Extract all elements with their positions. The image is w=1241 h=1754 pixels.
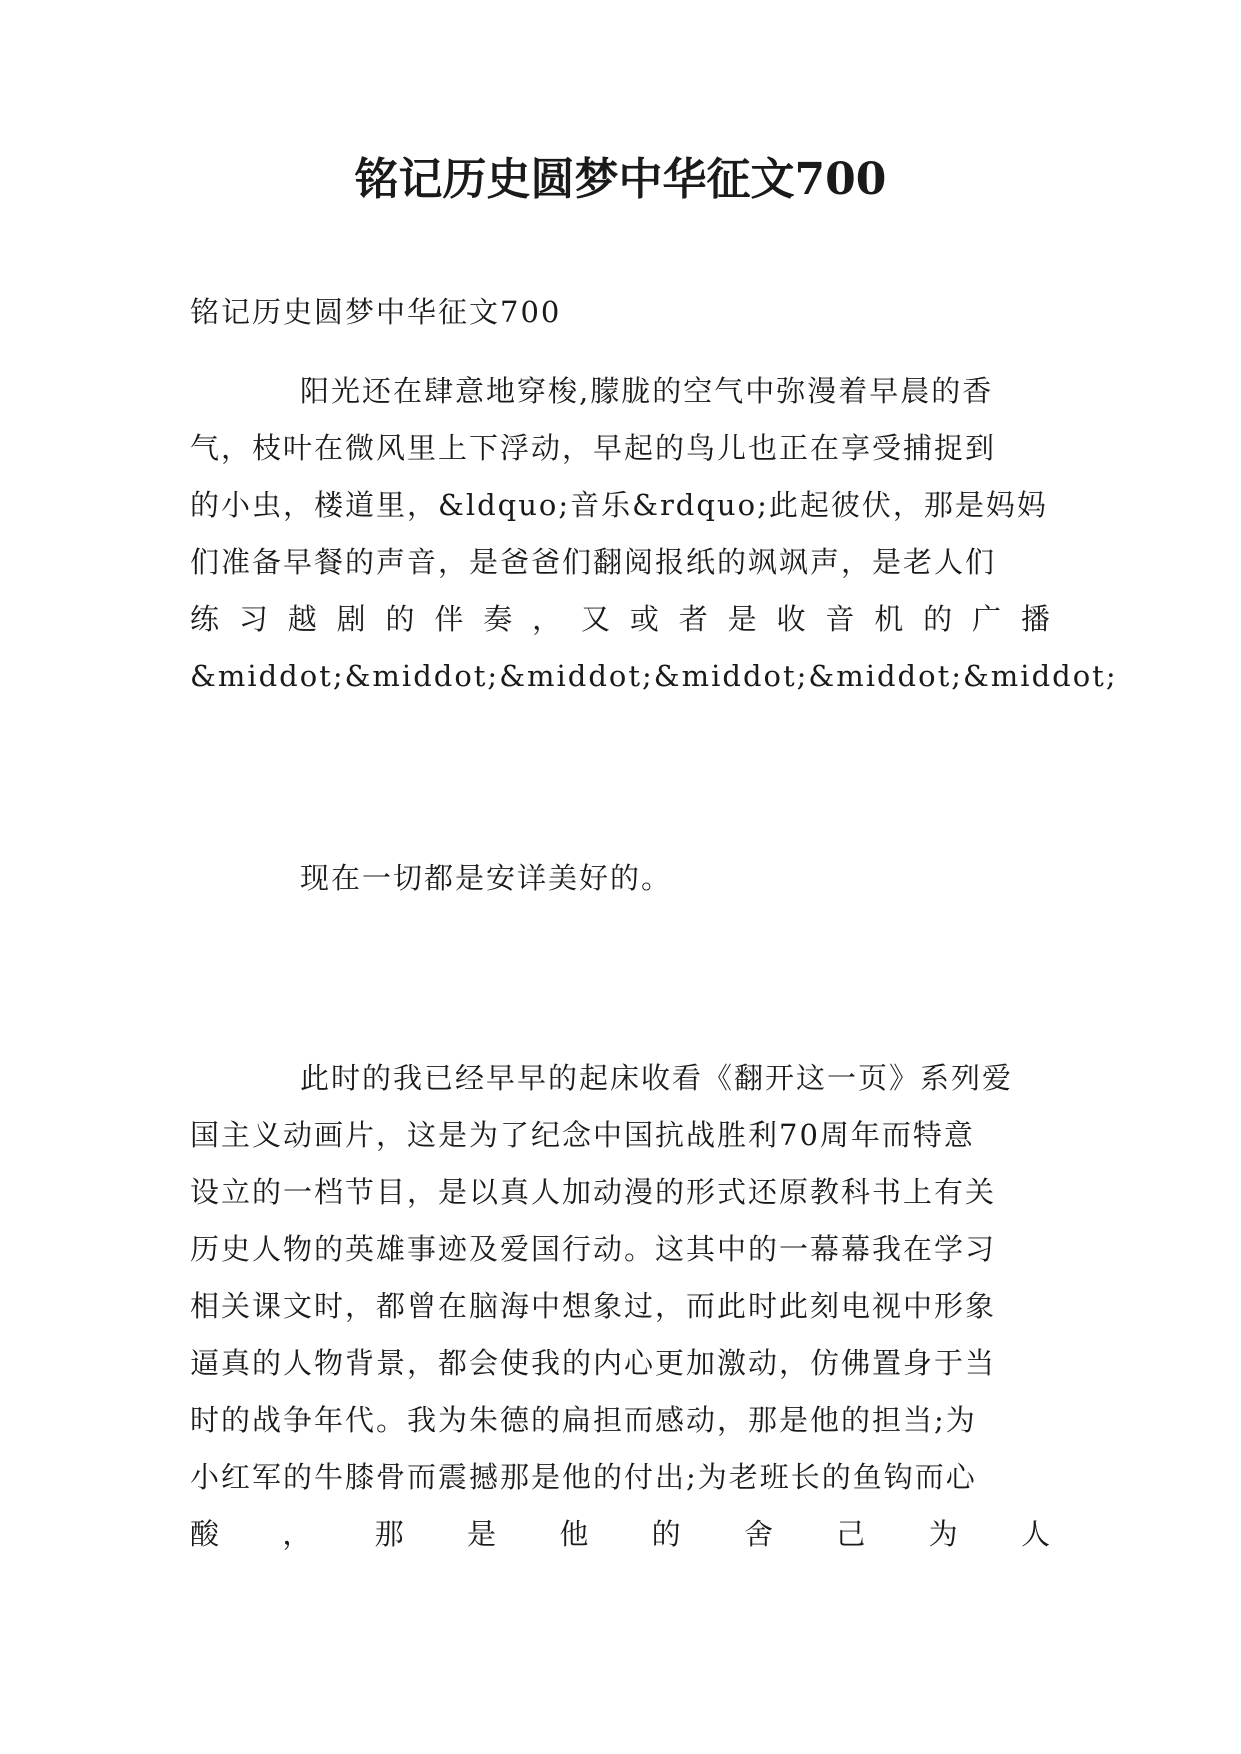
spaced-char: 伴 xyxy=(434,602,464,636)
paragraph3-line-6: 逼真的人物背景，都会使我的内心更加激动，仿佛置身于当 xyxy=(190,1346,997,1380)
spaced-char: 的 xyxy=(385,602,415,636)
spaced-char: 的 xyxy=(923,602,953,636)
spaced-char: 酸 xyxy=(190,1517,220,1551)
spaced-char: 音 xyxy=(825,602,855,636)
paragraph1-line-3: 的小虫，楼道里，&ldquo;音乐&rdquo;此起彼伏，那是妈妈 xyxy=(190,488,1048,522)
spaced-char: 播 xyxy=(1020,602,1050,636)
spaced-char: 者 xyxy=(678,602,708,636)
paragraph2-text: 现在一切都是安详美好的。 xyxy=(300,861,673,895)
paragraph3-line-5: 相关课文时，都曾在脑海中想象过，而此时此刻电视中形象 xyxy=(190,1289,997,1323)
spaced-char: 广 xyxy=(972,602,1002,636)
spaced-char: 是 xyxy=(466,1517,496,1551)
paragraph3-line-8: 小红军的牛膝骨而震撼那是他的付出;为老班长的鱼钩而心 xyxy=(190,1460,977,1494)
spaced-char: 的 xyxy=(651,1517,681,1551)
paragraph3-line-4: 历史人物的英雄事迹及爱国行动。这其中的一幕幕我在学习 xyxy=(190,1232,997,1266)
spaced-char: 又 xyxy=(581,602,611,636)
paragraph1-spaced-line xyxy=(190,599,1050,639)
paragraph1-line-2: 气，枝叶在微风里上下浮动，早起的鸟儿也正在享受捕捉到 xyxy=(190,431,997,465)
paragraph3-line-1: 此时的我已经早早的起床收看《翻开这一页》系列爱 xyxy=(300,1061,1014,1095)
spaced-char: 那 xyxy=(374,1517,404,1551)
paragraph1-line-1: 阳光还在肆意地穿梭,朦胧的空气中弥漫着早晨的香 xyxy=(300,374,994,408)
spaced-char: 为 xyxy=(928,1517,958,1551)
spaced-char: 人 xyxy=(1020,1517,1050,1551)
paragraph1-line-4: 们准备早餐的声音，是爸爸们翻阅报纸的飒飒声，是老人们 xyxy=(190,545,997,579)
paragraph3-line-7: 时的战争年代。我为朱德的扁担而感动，那是他的担当;为 xyxy=(190,1403,977,1437)
spaced-char: 是 xyxy=(727,602,757,636)
document-title: 铭记历史圆梦中华征文700 xyxy=(354,154,887,205)
spaced-char: 剧 xyxy=(336,602,366,636)
document-subtitle: 铭记历史圆梦中华征文700 xyxy=(190,295,562,329)
spaced-char: 奏 xyxy=(483,602,513,636)
spaced-char: 练 xyxy=(190,602,220,636)
spaced-char: 收 xyxy=(776,602,806,636)
spaced-char: ， xyxy=(532,602,562,636)
spaced-char: ， xyxy=(282,1517,312,1551)
spaced-char: 他 xyxy=(559,1517,589,1551)
spaced-char: 机 xyxy=(874,602,904,636)
spaced-char: 舍 xyxy=(743,1517,773,1551)
spaced-char: 己 xyxy=(836,1517,866,1551)
paragraph3-spaced-line xyxy=(190,1514,1050,1554)
paragraph3-line-2: 国主义动画片，这是为了纪念中国抗战胜利70周年而特意 xyxy=(190,1118,975,1152)
paragraph1-line-5: &middot;&middot;&middot;&middot;&middot;&middot; xyxy=(190,659,1118,693)
spaced-char: 越 xyxy=(287,602,317,636)
spaced-char: 或 xyxy=(629,602,659,636)
paragraph3-line-3: 设立的一档节目，是以真人加动漫的形式还原教科书上有关 xyxy=(190,1175,997,1209)
spaced-char: 习 xyxy=(238,602,268,636)
